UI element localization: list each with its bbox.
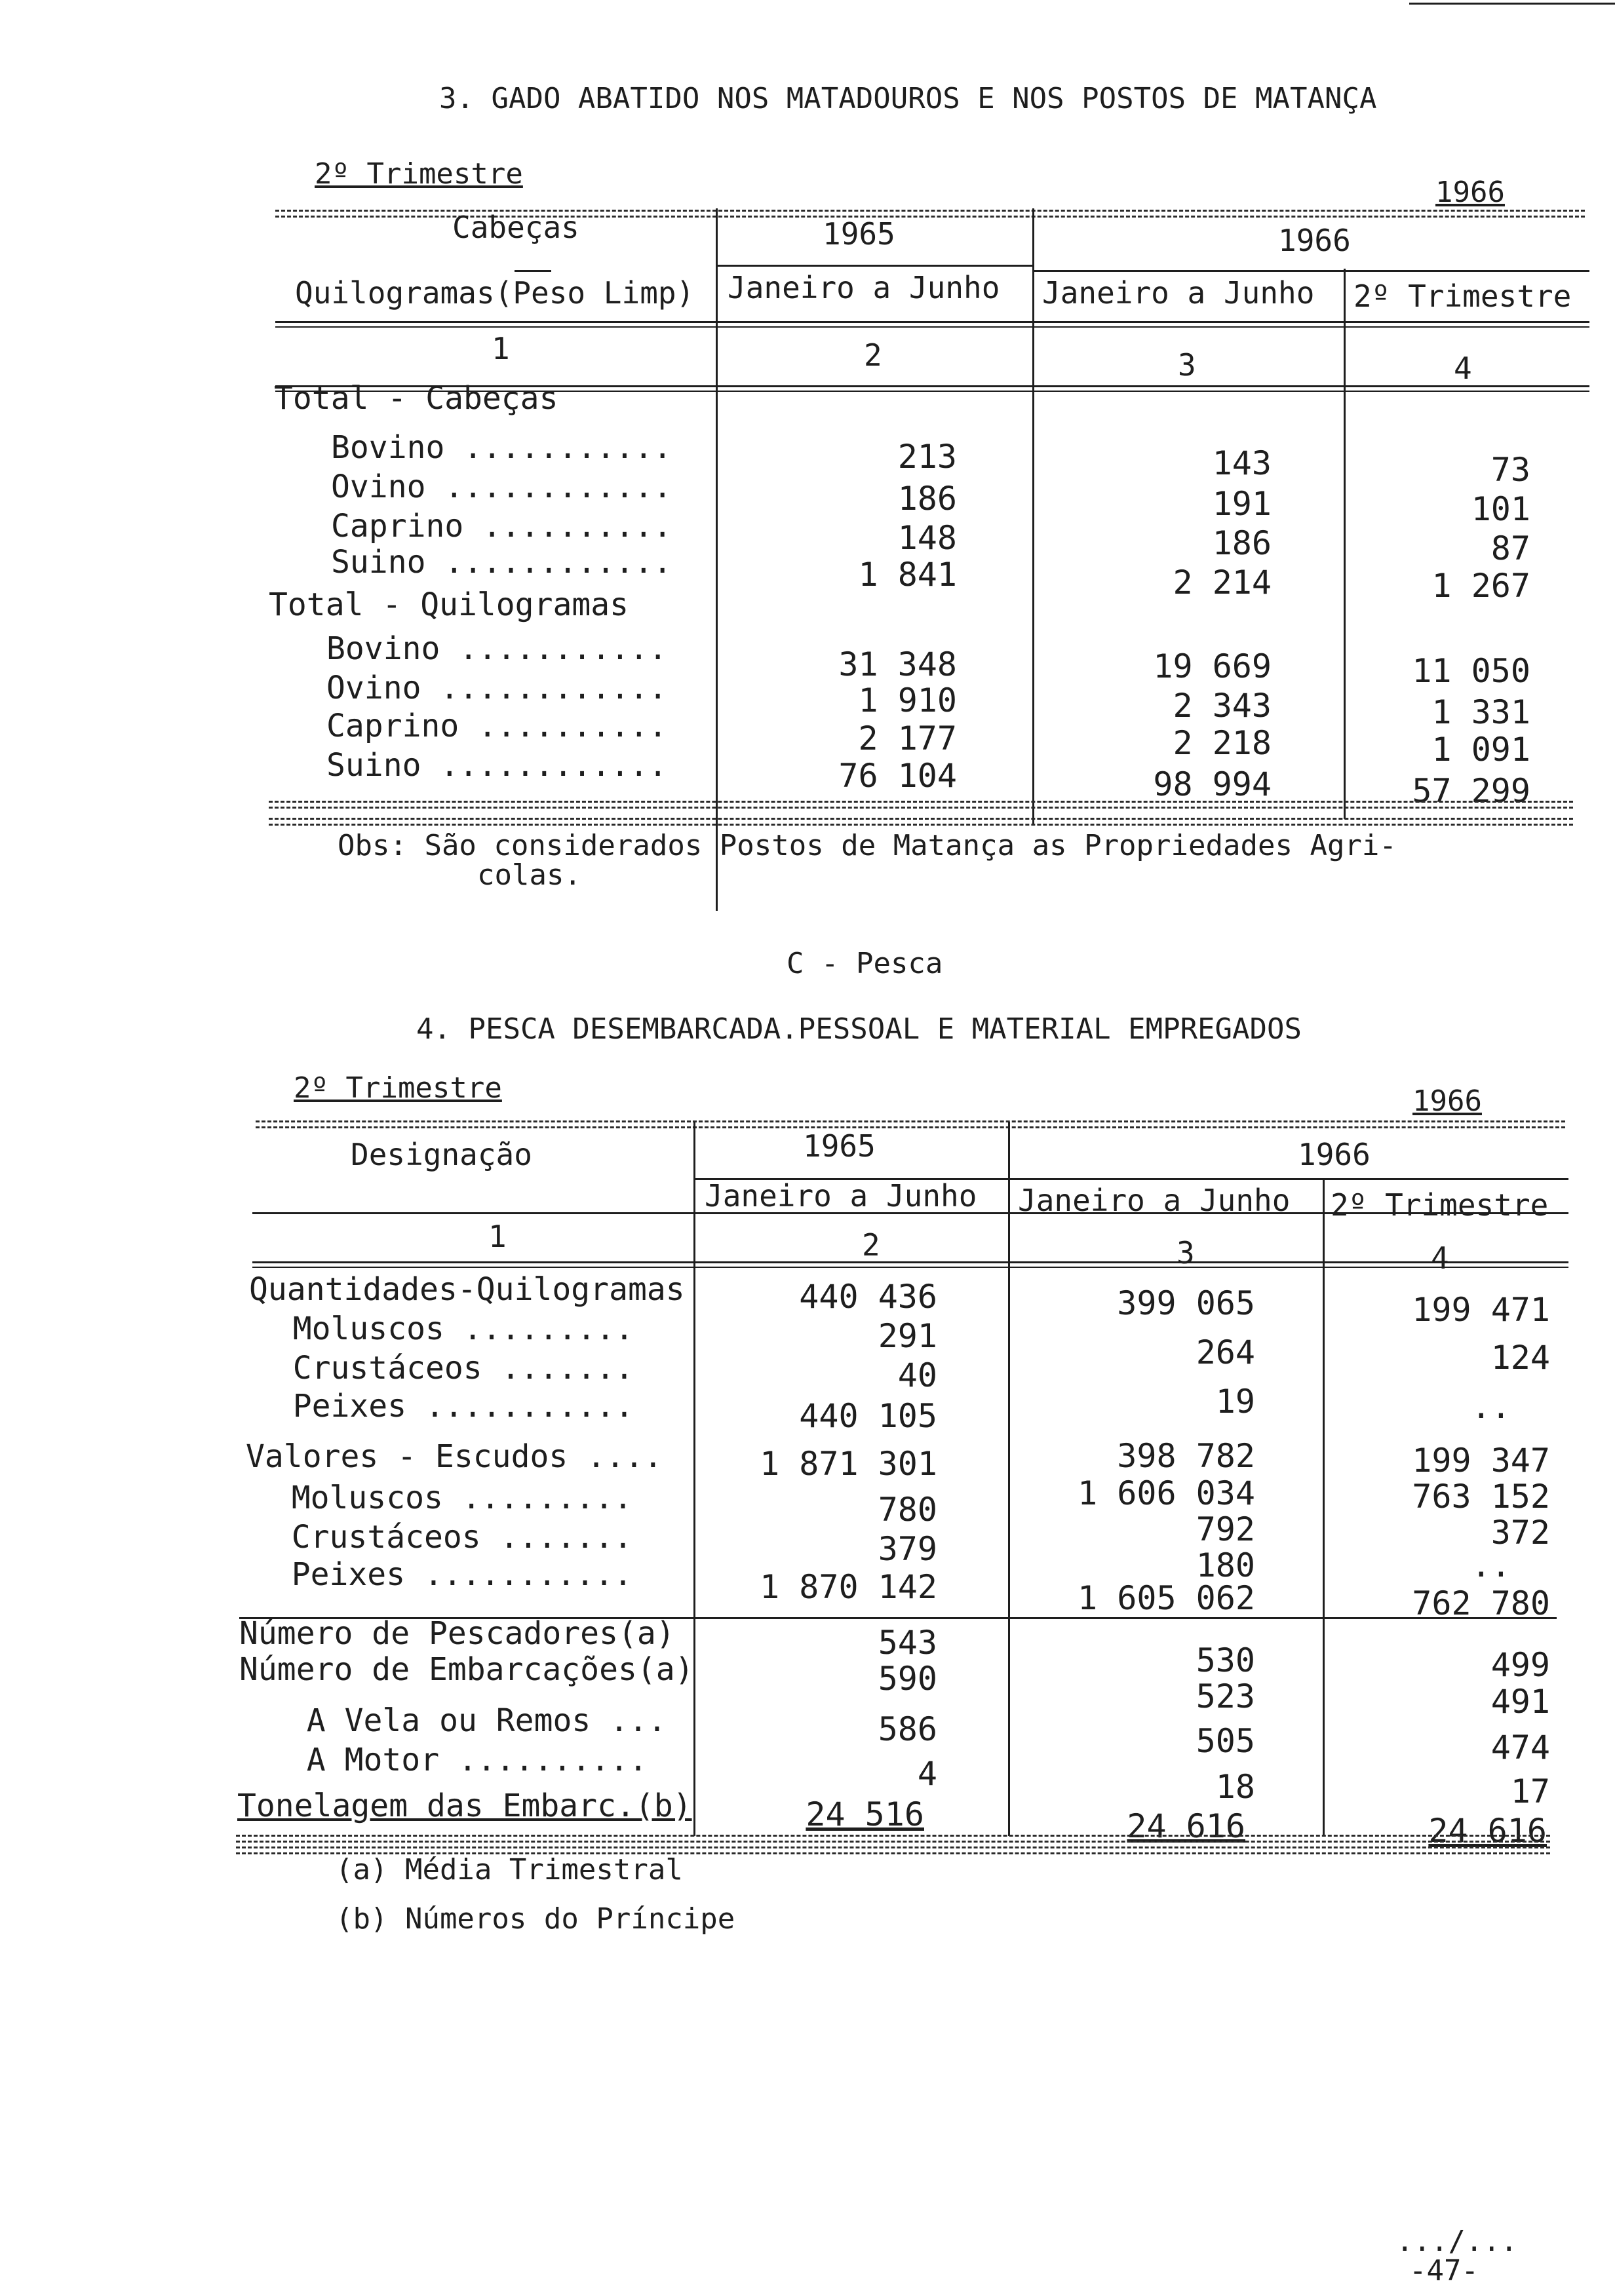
- table1-row-label: Ovino ............: [326, 670, 668, 706]
- table2-cell: 24 616: [1127, 1807, 1245, 1845]
- table1-cell: 2 343: [1173, 687, 1272, 725]
- table2-cell: 1 605 062: [1078, 1579, 1255, 1617]
- table1-cell: 76 104: [838, 757, 957, 795]
- table2-title: 4. PESCA DESEMBARCADA.PESSOAL E MATERIAL EMPREGADOS: [416, 1012, 1302, 1046]
- table2-row-label: Crustáceos .......: [236, 1350, 634, 1387]
- table1-cell: 191: [1212, 485, 1272, 523]
- table2-colnum-2: 2: [862, 1227, 880, 1263]
- table2-row-label: Peixes ...........: [236, 1388, 634, 1425]
- table2-row-label: Quantidades-Quilogramas: [249, 1271, 685, 1308]
- table2-cell: 40: [897, 1356, 937, 1394]
- table2-cell: 763 152: [1412, 1478, 1550, 1516]
- table1-cell: 11 050: [1412, 652, 1530, 690]
- table2-cell: 440 436: [799, 1278, 937, 1316]
- table1-row-label: Suino ............: [331, 544, 672, 581]
- table2-colnum-1: 1: [488, 1219, 507, 1254]
- table2-year-1965: 1965: [803, 1128, 876, 1164]
- table2-col2-head: Janeiro a Junho: [705, 1178, 977, 1214]
- table2-cell: 499: [1490, 1646, 1550, 1684]
- table2-cell: 264: [1196, 1333, 1255, 1371]
- table2-row-label: Peixes ...........: [235, 1556, 632, 1593]
- table1-section-quilogramas: Total - Quilogramas: [269, 586, 629, 623]
- table1-title: 3. GADO ABATIDO NOS MATADOUROS E NOS POSTOS DE MATANÇA: [439, 82, 1377, 115]
- table1-bottom-rule-2: [269, 818, 1573, 826]
- table1-col2-head: Janeiro a Junho: [728, 270, 1000, 305]
- table1-cell: 143: [1212, 444, 1272, 482]
- table1-cell: 1 331: [1431, 693, 1530, 731]
- table2-year-1966: 1966: [1298, 1137, 1371, 1172]
- table2-cell: ..: [1471, 1388, 1511, 1426]
- table1-cell: 19 669: [1153, 647, 1272, 685]
- table2-row-label: Valores - Escudos ....: [246, 1438, 663, 1475]
- table2-cell: 505: [1196, 1722, 1255, 1760]
- table2-note-b: (b) Números do Príncipe: [336, 1902, 735, 1936]
- table2-year: 1966: [1412, 1084, 1482, 1118]
- table1-header-rule: [275, 321, 1589, 323]
- table2-cell: ..: [1471, 1546, 1511, 1584]
- table2-cell: 4: [917, 1755, 937, 1793]
- table1-obs-line2: colas.: [477, 858, 581, 892]
- table2-cell: 530: [1196, 1641, 1255, 1679]
- table2-cell: 398 782: [1117, 1437, 1255, 1475]
- table2-cell: 440 105: [799, 1397, 937, 1435]
- table1-period: 2º Trimestre: [315, 157, 523, 191]
- table2-vline-1: [693, 1122, 695, 1836]
- table1-row-label: Caprino ..........: [331, 508, 672, 545]
- table1-cell: 87: [1490, 529, 1530, 567]
- table2-cell: 19: [1215, 1383, 1255, 1421]
- table2-cell: 762 780: [1412, 1584, 1550, 1622]
- table1-colnum-3: 3: [1178, 347, 1196, 383]
- table2-colnum-rule: [252, 1261, 1568, 1263]
- table2-cell: 1 871 301: [760, 1445, 937, 1483]
- table2-cell: 586: [878, 1710, 937, 1748]
- table1-cell: 98 994: [1153, 765, 1272, 803]
- table2-top-rule: [256, 1120, 1565, 1128]
- table2-vline-3: [1323, 1179, 1325, 1835]
- table1-cell: 186: [1212, 524, 1272, 562]
- table2-cell: 491: [1490, 1683, 1550, 1721]
- table1-vline-2: [1032, 208, 1034, 826]
- table2-cell: 199 471: [1412, 1291, 1550, 1329]
- table2-cell: 474: [1490, 1729, 1550, 1767]
- table2-row-label: Número de Pescadores(a): [239, 1615, 675, 1652]
- table2-col3-head: Janeiro a Junho: [1018, 1183, 1291, 1218]
- table2-row-label: Número de Embarcações(a): [239, 1651, 694, 1688]
- table2-col4-head: 2º Trimestre: [1331, 1187, 1549, 1223]
- table1-row-label: Bovino ...........: [326, 630, 668, 667]
- table2-header-rule: [252, 1212, 1568, 1214]
- table2-cell: 18: [1215, 1768, 1255, 1806]
- table1-header-cabecas: Cabeças: [452, 210, 579, 245]
- table2-cell: 17: [1510, 1772, 1550, 1810]
- table1-header-quilogramas: Quilogramas(Peso Limp): [295, 275, 695, 311]
- table1-cell: 186: [897, 480, 957, 518]
- table1-cell: 2 177: [858, 719, 957, 757]
- table2-cell: 372: [1490, 1514, 1550, 1552]
- table1-year-rule-1965: [716, 265, 1032, 267]
- table1-cell: 57 299: [1412, 772, 1530, 810]
- table2-bottom-rule: [236, 1835, 1550, 1843]
- table1-header-dash: [515, 270, 551, 272]
- table1-cell: 1 267: [1431, 567, 1530, 605]
- table2-row-label: Crustáceos .......: [235, 1519, 632, 1556]
- table2-row-label: Moluscos .........: [236, 1311, 634, 1347]
- table1-cell: 73: [1490, 451, 1530, 489]
- table1-cell: 2 218: [1173, 724, 1272, 762]
- table2-row-label: Moluscos .........: [235, 1480, 632, 1516]
- table2-cell: 523: [1196, 1677, 1255, 1715]
- table2-cell: 1 870 142: [760, 1568, 937, 1606]
- table1-obs-line1: Obs: São considerados Postos de Matança as Propriedades Agri-: [338, 829, 1397, 862]
- table2-cell: 379: [878, 1530, 937, 1568]
- table1-row-label: Bovino ...........: [331, 429, 672, 466]
- table1-col4-head: 2º Trimestre: [1353, 278, 1572, 314]
- table2-cell: 399 065: [1117, 1284, 1255, 1322]
- top-edge-rule: [1409, 3, 1615, 5]
- table1-cell: 213: [897, 438, 957, 476]
- table1-bottom-rule: [269, 801, 1573, 809]
- table2-cell: 124: [1490, 1339, 1550, 1377]
- table2-cell: 780: [878, 1491, 937, 1529]
- table1-cell: 1 910: [858, 681, 957, 719]
- table2-period: 2º Trimestre: [294, 1071, 502, 1105]
- table2-vline-2: [1008, 1122, 1010, 1836]
- table1-section-cabecas: Total - Cabeças: [274, 380, 558, 417]
- table1-cell: 148: [897, 519, 957, 557]
- table1-year-1965: 1965: [823, 216, 895, 252]
- table1-year: 1966: [1435, 176, 1505, 209]
- table2-colnum-3: 3: [1177, 1235, 1195, 1271]
- table2-colnum-4: 4: [1431, 1240, 1449, 1276]
- page-number: -47-: [1409, 2254, 1479, 2287]
- table2-cell: 199 347: [1412, 1442, 1550, 1480]
- table2-cell: 180: [1196, 1546, 1255, 1584]
- table2-cell: 792: [1196, 1510, 1255, 1548]
- table1-colnum-1: 1: [492, 331, 510, 366]
- table1-year-rule: [1032, 270, 1589, 272]
- table1-year-1966: 1966: [1278, 223, 1351, 258]
- table2-colnum-rule-b: [252, 1267, 1568, 1268]
- table2-cell: 24 616: [1428, 1812, 1547, 1850]
- section-c-heading: C - Pesca: [787, 947, 943, 980]
- table1-colnum-4: 4: [1454, 351, 1472, 386]
- table2-cell: 1 606 034: [1078, 1474, 1255, 1512]
- table2-row-label: A Motor ..........: [269, 1742, 648, 1778]
- table1-col3-head: Janeiro a Junho: [1042, 275, 1315, 311]
- table1-cell: 1 841: [858, 556, 957, 594]
- table2-row-label: Tonelagem das Embarc.(b): [237, 1788, 692, 1824]
- table2-header-designacao: Designação: [351, 1137, 532, 1172]
- table1-row-label: Caprino ..........: [326, 708, 668, 744]
- table1-row-label: Suino ............: [326, 747, 668, 784]
- table1-colnum-2: 2: [864, 337, 882, 373]
- table2-cell: 590: [878, 1660, 937, 1698]
- table1-cell: 101: [1471, 490, 1530, 528]
- table1-cell: 2 214: [1173, 564, 1272, 602]
- table1-row-label: Ovino ............: [331, 469, 672, 505]
- table2-cell: 24 516: [806, 1795, 924, 1833]
- table2-cell: 543: [878, 1624, 937, 1662]
- table1-header-rule-b: [275, 326, 1589, 328]
- continuation-mark: .../...: [1396, 2225, 1518, 2258]
- table2-note-a: (a) Média Trimestral: [336, 1853, 683, 1886]
- table1-cell: 1 091: [1431, 731, 1530, 769]
- table1-cell: 31 348: [838, 645, 957, 683]
- table2-row-label: A Vela ou Remos ...: [269, 1702, 667, 1739]
- table2-cell: 291: [878, 1317, 937, 1355]
